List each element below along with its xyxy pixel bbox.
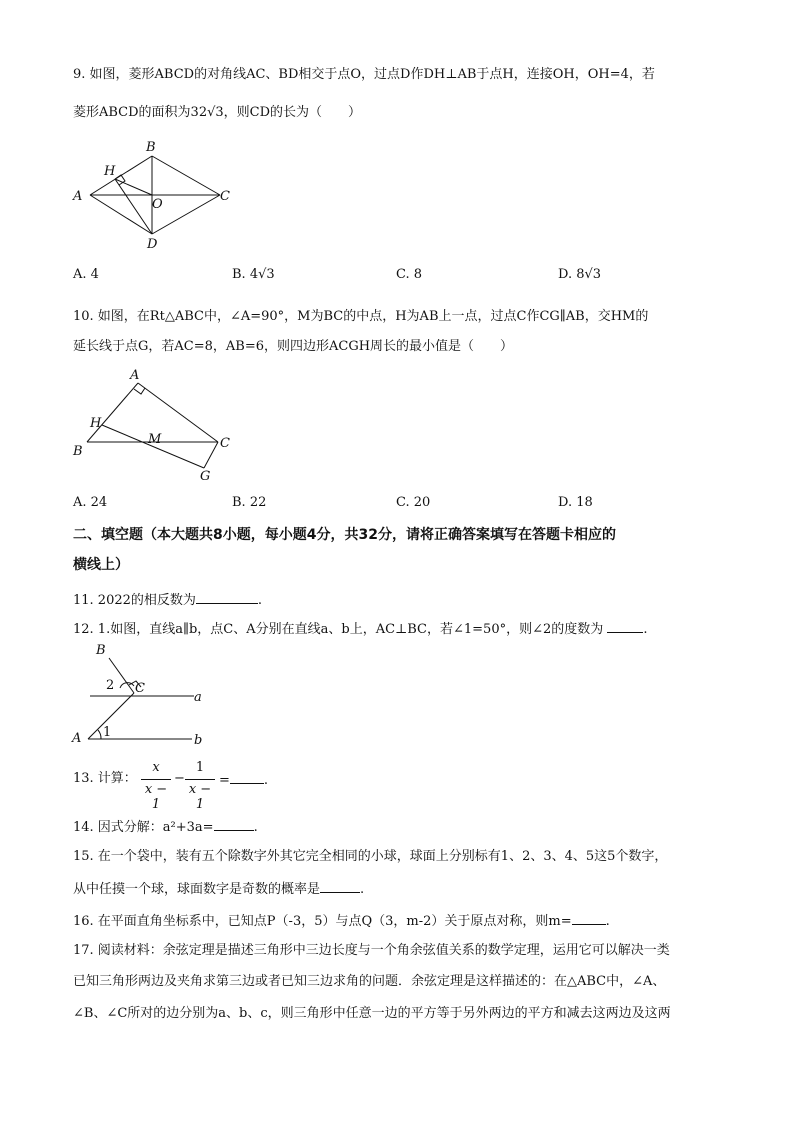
q13-equals: =: [219, 773, 230, 788]
q14-line: [73, 817, 258, 837]
q14-end: .: [253, 820, 258, 835]
q9-option-b[interactable]: B. 4√3: [232, 267, 275, 282]
parallel-lines-figure: [70, 640, 215, 748]
q13-line-end: [219, 770, 268, 790]
q12-text: 12. 1.如图，直线a∥b，点C、A分别在直线a、b上，AC⊥BC，若∠1=50°，则∠2的度数为: [73, 622, 604, 637]
rhombus-figure: [70, 138, 240, 253]
q12-end: .: [643, 622, 648, 637]
q11-text: 11. 2022的相反数为: [73, 593, 196, 608]
q13-numerator-2: 1: [195, 760, 205, 775]
q10-option-d[interactable]: D. 18: [558, 495, 593, 510]
label-h: H: [90, 416, 102, 431]
q13-end: .: [263, 773, 269, 788]
q15-line2: [73, 879, 364, 899]
label-a-point: A: [72, 731, 82, 746]
q17-line3: ∠B、∠C所对的边分别为a、b、c，则三角形中任意一边的平方等于另外两边的平方和减去这两边及这两: [73, 1006, 671, 1021]
q11-end: .: [257, 593, 263, 608]
q15-text: 从中任摸一个球，球面数字是奇数的概率是: [73, 882, 321, 897]
q17-line2: 已知三角形两边及夹角求第三边或者已知三边求角的问题．余弦定理是这样描述的：在△ABC中，∠A、: [73, 974, 666, 989]
label-h: H: [104, 164, 116, 179]
triangle-figure: [70, 365, 240, 485]
q12-line: [73, 619, 648, 639]
q9-option-a[interactable]: A. 4: [73, 267, 99, 282]
q9-line2: 菱形ABCD的面积为32√3，则CD的长为（ ）: [73, 105, 362, 120]
label-c: C: [135, 681, 145, 696]
label-c: C: [220, 189, 230, 204]
q16-end: .: [605, 914, 610, 929]
q14-answer-blank[interactable]: [214, 817, 254, 831]
q13-answer-blank[interactable]: [230, 770, 264, 784]
label-g: G: [200, 469, 211, 484]
q13-denominator-2: x − 1: [188, 782, 212, 812]
label-c: C: [220, 436, 230, 451]
q9-option-d[interactable]: D. 8√3: [558, 267, 602, 282]
q10-option-b[interactable]: B. 22: [232, 495, 267, 510]
label-m: M: [148, 432, 162, 447]
label-angle-2: 2: [106, 678, 115, 693]
q14-text: 14. 因式分解：a²+3a=: [73, 820, 214, 835]
q13-denominator-1: x − 1: [144, 782, 168, 812]
q15-answer-blank[interactable]: [320, 879, 360, 893]
q13-fraction-bar-2: [185, 779, 215, 780]
q9-option-c[interactable]: C. 8: [396, 267, 423, 282]
right-angle-mark: [134, 388, 145, 394]
angle-1-arc: [98, 730, 101, 739]
q11-answer-blank[interactable]: [196, 590, 258, 604]
rhombus-edge-da: [90, 195, 152, 234]
label-d: D: [147, 237, 158, 252]
q9-line1: 9. 如图，菱形ABCD的对角线AC、BD相交于点O，过点D作DH⊥AB于点H，连接OH，OH=4，若: [73, 67, 655, 82]
section2-heading-line1: 二、填空题（本大题共8小题，每小题4分，共32分，请将正确答案填写在答题卡相应的: [73, 527, 616, 543]
q16-line: [73, 911, 610, 931]
section2-heading-line2: 横线上）: [73, 557, 129, 573]
label-angle-1: 1: [103, 725, 112, 740]
q15-line1: 15. 在一个袋中，装有五个除数字外其它完全相同的小球，球面上分别标有1、2、3、4、5这5个数字，: [73, 849, 668, 864]
q13-fraction-bar-1: [141, 779, 171, 780]
q10-option-a[interactable]: A. 24: [73, 495, 108, 510]
q17-line1: 17. 阅读材料：余弦定理是描述三角形中三边长度与一个角余弦值关系的数学定理，运用它可以解决一类: [73, 943, 670, 958]
label-a: A: [73, 189, 83, 204]
side-ab: [87, 383, 138, 442]
label-line-b: b: [194, 733, 203, 748]
label-b: B: [146, 140, 156, 155]
q16-text: 16. 在平面直角坐标系中，已知点P（-3，5）与点Q（3，m-2）关于原点对称，则m=: [73, 914, 572, 929]
q13-minus: −: [174, 771, 185, 786]
rhombus-edge-bc: [152, 156, 220, 195]
q10-line2: 延长线于点G，若AC=8，AB=6，则四边形ACGH周长的最小值是（ ）: [73, 339, 514, 354]
label-b: B: [96, 643, 106, 658]
q13-numerator-1: x: [152, 760, 160, 775]
q10-line1: 10. 如图，在Rt△ABC中，∠A=90°，M为BC的中点，H为AB上一点，过点C作CG∥AB，交HM的: [73, 309, 649, 324]
label-a: A: [130, 368, 140, 383]
label-b: B: [73, 444, 83, 459]
q11-line: [73, 590, 262, 610]
q10-option-c[interactable]: C. 20: [396, 495, 431, 510]
q15-end: .: [360, 882, 365, 897]
q12-answer-blank[interactable]: [607, 619, 643, 633]
segment-cg: [204, 442, 218, 468]
q16-answer-blank[interactable]: [572, 911, 606, 925]
label-o: O: [152, 197, 163, 212]
label-line-a: a: [194, 690, 202, 705]
q13-prefix: 13. 计算：: [73, 771, 137, 786]
